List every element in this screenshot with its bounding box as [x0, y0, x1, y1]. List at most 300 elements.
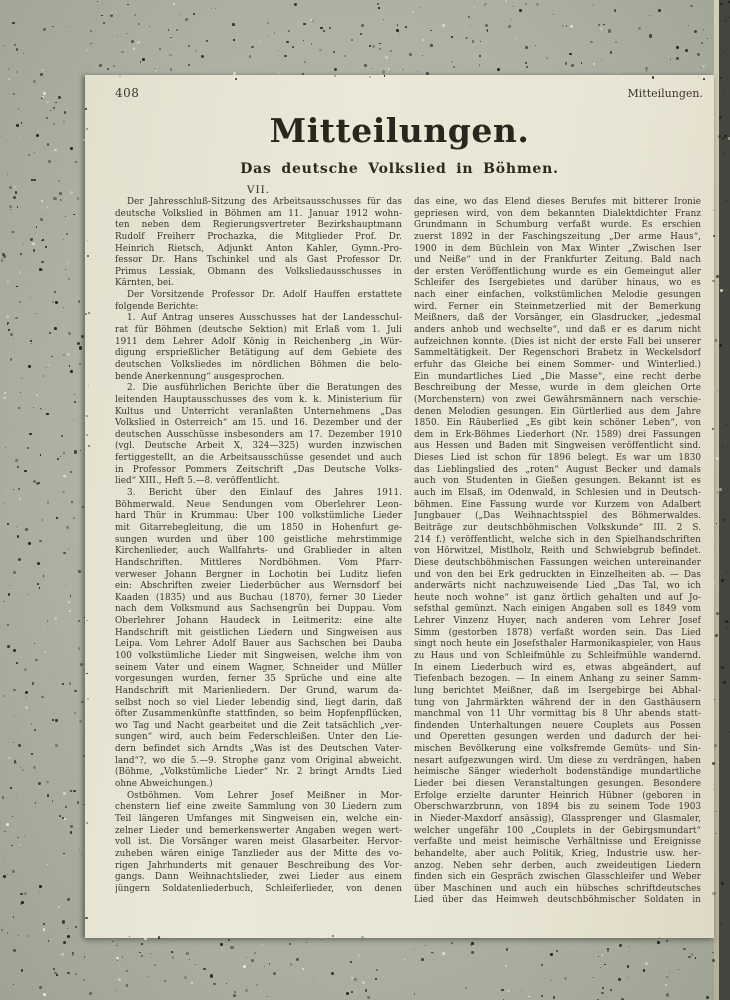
speckle	[378, 7, 379, 8]
speckle	[604, 964, 606, 966]
speckle	[21, 378, 23, 380]
speckle	[451, 942, 453, 944]
speckle	[8, 78, 10, 80]
speckle	[142, 58, 145, 61]
speckle	[12, 816, 13, 817]
speckle	[691, 953, 694, 956]
text-line: Beiträge zur deutschböhmischen Volkskunde“ III. 2 S.	[414, 522, 701, 533]
text-line: Rudolf Freiherr Prochazka, die Mitglieder Prof. Dr.	[115, 231, 402, 242]
speckle	[430, 30, 432, 32]
speckle	[7, 932, 8, 933]
text-line: Der Vorsitzende Professor Dr. Adolf Hauffen erstattete	[127, 290, 402, 301]
speckle	[72, 952, 74, 954]
speckle	[13, 93, 15, 95]
text-line: seinem Vater und einem Wagner, Schneider und Müller	[115, 662, 402, 673]
speckle	[210, 974, 213, 977]
speckle	[484, 4, 485, 5]
speckle	[267, 36, 268, 37]
speckle	[376, 969, 378, 971]
speckle	[63, 941, 66, 944]
speckle	[13, 949, 16, 952]
text-line: das eine, wo das Elend dieses Berufes mit bitterer Ironie	[414, 197, 701, 207]
speckle	[78, 647, 81, 650]
speckle	[39, 540, 41, 542]
text-line: heute noch wohne“ ist ganz örtlich gehalten und auf Jo-	[414, 592, 701, 603]
speckle	[63, 239, 64, 240]
speckle	[262, 944, 263, 945]
speckle	[535, 45, 536, 46]
speckle	[43, 92, 46, 95]
speckle	[67, 898, 70, 901]
text-line: leitenden Hauptausschusses des vom k. k. Ministerium für	[115, 394, 402, 405]
speckle	[269, 963, 271, 965]
speckle	[65, 269, 66, 270]
text-line: wo Tag und Nacht gearbeitet und die Zeit tatsächlich „ver-	[115, 720, 402, 731]
text-line: Teil längeren Umfanges mit Singweisen ein, welche ein-	[115, 813, 402, 824]
text-line: dem in Erk-Böhmes Liederhort (Nr. 1589) drei Fassungen	[414, 429, 701, 440]
speckle	[550, 953, 553, 956]
speckle	[28, 542, 31, 545]
speckle	[55, 102, 56, 103]
speckle	[485, 24, 488, 27]
speckle	[69, 610, 71, 612]
speckle	[141, 955, 143, 957]
speckle	[68, 548, 69, 549]
speckle	[20, 767, 21, 768]
text-line: bende Anerkennung“ ausgesprochen.	[115, 371, 285, 382]
speckle	[25, 691, 28, 694]
column-right	[414, 197, 701, 907]
speckle	[59, 192, 62, 195]
speckle	[409, 53, 411, 55]
text-line: Diese deutschböhmischen Fassungen weichen untereinander	[414, 557, 701, 568]
speckle	[18, 488, 20, 490]
speckle	[451, 61, 453, 63]
speckle	[52, 719, 54, 721]
speckle	[70, 370, 73, 373]
speckle	[344, 55, 346, 57]
speckle	[116, 957, 119, 960]
text-line: das Lieblingslied des „roten“ August Becker und damals	[414, 464, 701, 475]
speckle	[375, 978, 377, 980]
speckle	[13, 186, 15, 188]
speckle	[358, 954, 361, 957]
speckle	[23, 53, 24, 54]
speckle	[526, 66, 528, 68]
speckle	[51, 356, 53, 358]
speckle	[7, 874, 8, 875]
speckle	[600, 967, 601, 968]
speckle	[501, 989, 503, 991]
speckle	[553, 996, 555, 998]
speckle	[81, 335, 84, 338]
speckle	[54, 972, 56, 974]
text-line: nach dem Volksmund aus Sachsengrün bei Duppau. Vom	[115, 604, 402, 615]
paragraph	[115, 290, 402, 313]
speckle	[46, 101, 48, 103]
speckle	[64, 818, 66, 820]
speckle	[112, 941, 113, 942]
speckle	[63, 792, 66, 795]
speckle	[350, 961, 351, 962]
speckle	[590, 41, 592, 43]
speckle	[74, 712, 76, 714]
speckle	[41, 269, 43, 271]
speckle	[73, 517, 75, 519]
text-line: wird. Ferner ein Steinmetzerlied mit der Bemerkung	[414, 301, 701, 312]
speckle	[425, 945, 426, 946]
text-line: nach einer einfachen, volkstümlichen Melodie gesungen	[414, 290, 701, 301]
speckle	[608, 29, 611, 32]
text-line: Dieses Lied ist schon für 1896 belegt. Es war um 1830	[414, 453, 701, 464]
speckle	[1, 136, 2, 137]
speckle	[131, 40, 134, 43]
speckle	[49, 332, 51, 334]
speckle	[77, 342, 80, 345]
speckle	[46, 367, 47, 368]
speckle	[40, 73, 43, 76]
speckle	[79, 363, 81, 365]
speckle	[164, 980, 166, 982]
speckle	[13, 742, 14, 743]
speckle	[506, 948, 508, 950]
speckle	[47, 794, 50, 797]
speckle	[70, 790, 72, 792]
speckle	[54, 677, 55, 678]
text-line: Heinrich Rietsch, Adjunkt Anton Kahler, Gymn.-Pro-	[115, 243, 402, 254]
speckle	[334, 68, 337, 71]
speckle	[15, 459, 18, 462]
text-line: Ostböhmen. Vom Lehrer Josef Meißner in Mor-	[127, 790, 402, 801]
text-line: der ersten Veröffentlichung wurde es ein Gemeingut aller	[414, 266, 701, 277]
speckle	[246, 957, 247, 958]
speckle	[55, 744, 58, 747]
speckle	[75, 161, 77, 163]
speckle	[562, 25, 564, 27]
speckle	[3, 601, 4, 602]
speckle	[58, 96, 61, 99]
text-line: ohne Abweichungen.)	[115, 779, 213, 790]
speckle	[74, 450, 77, 453]
speckle	[15, 317, 18, 320]
speckle	[666, 940, 668, 942]
speckle	[593, 4, 594, 5]
text-line: Simm (gestorben 1878) verfaßt worden sein. Das Lied	[414, 627, 701, 638]
text-line: sungen“ wird, auch beim Federschleißen. Unter den Lie-	[115, 732, 402, 743]
speckle	[479, 64, 481, 66]
speckle	[211, 8, 212, 9]
speckle	[47, 206, 48, 207]
speckle	[296, 958, 299, 961]
speckle	[47, 864, 48, 865]
speckle	[600, 27, 603, 30]
speckle	[33, 407, 34, 408]
speckle	[695, 957, 696, 958]
speckle	[13, 984, 14, 985]
speckle	[9, 205, 12, 208]
text-line: 1900 in dem Büchlein von Max Winter „Zwischen Iser	[414, 243, 701, 254]
speckle	[685, 49, 688, 52]
speckle	[14, 762, 16, 764]
speckle	[603, 24, 605, 26]
speckle	[53, 968, 55, 970]
speckle	[79, 849, 80, 850]
speckle	[20, 392, 21, 393]
speckle	[313, 978, 314, 979]
speckle	[65, 806, 67, 808]
speckle	[134, 14, 136, 16]
speckle	[63, 853, 65, 855]
speckle	[8, 329, 10, 331]
text-line: rigen Jahrhunderts mit genauer Beschreibung des Vor-	[115, 860, 402, 871]
speckle	[676, 46, 679, 49]
speckle	[16, 124, 19, 127]
text-line: hard Thür in Krummau: Über 100 volkstümliche Lieder	[115, 511, 402, 522]
speckle	[16, 286, 18, 288]
text-line: über Maschinen und auch ein hübsches schriftdeutsches	[414, 883, 701, 894]
speckle	[243, 39, 244, 40]
speckle	[390, 50, 392, 52]
speckle	[564, 977, 567, 980]
speckle	[47, 143, 49, 145]
speckle	[188, 64, 190, 66]
speckle	[465, 37, 467, 39]
text-line: tung von Jahrmärkten während der in den Gasthäusern	[414, 697, 701, 708]
speckle	[333, 51, 335, 53]
speckle	[169, 54, 172, 57]
speckle	[113, 65, 115, 67]
speckle	[665, 984, 667, 986]
speckle	[62, 491, 65, 494]
text-line: behandelte, aber auch Politik, Krieg, Industrie usw. her-	[414, 848, 701, 859]
speckle	[431, 952, 433, 954]
speckle	[702, 65, 705, 68]
speckle	[658, 9, 661, 12]
speckle	[442, 952, 445, 955]
speckle	[16, 48, 18, 50]
speckle	[267, 996, 268, 997]
speckle	[43, 575, 45, 577]
speckle	[20, 136, 21, 137]
speckle	[361, 24, 364, 27]
text-line: Handschrift mit geistlichen Liedern und Singweisen aus	[115, 627, 402, 638]
speckle	[70, 471, 72, 473]
speckle	[17, 206, 18, 207]
speckle	[21, 901, 24, 904]
speckle	[203, 968, 206, 971]
speckle	[19, 498, 21, 500]
speckle	[42, 69, 44, 71]
speckle	[75, 973, 77, 975]
speckle	[2, 796, 5, 799]
speckle	[487, 30, 488, 31]
speckle	[62, 920, 65, 923]
text-line: zuerst 1892 in der Faschingszeitung „Der arme Haus“,	[414, 231, 701, 242]
page-title: Mitteilungen.	[269, 111, 530, 150]
speckle	[58, 906, 60, 908]
speckle	[15, 191, 17, 193]
text-line: Kärnten, bei.	[115, 278, 174, 289]
speckle	[354, 978, 357, 981]
speckle	[7, 324, 8, 325]
speckle	[17, 837, 19, 839]
speckle	[180, 14, 181, 15]
speckle	[74, 394, 75, 395]
speckle	[31, 723, 33, 725]
speckle	[666, 993, 669, 996]
text-line: Primus Lessiak, Obmann des Volksliedausschusses in	[115, 266, 402, 277]
speckle	[508, 25, 511, 28]
speckle	[694, 30, 697, 33]
speckle	[81, 854, 82, 855]
speckle	[61, 435, 63, 437]
speckle	[19, 301, 21, 303]
speckle	[11, 845, 12, 846]
speckle	[470, 944, 472, 946]
text-line: Volkslied in Österreich“ am 15. und 16. Dezember und der	[115, 418, 402, 429]
speckle	[243, 965, 246, 968]
text-line: rat für Böhmen (deutsche Sektion) mit Erlaß vom 1. Juli	[115, 325, 402, 336]
speckle	[81, 701, 84, 704]
speckle	[10, 333, 13, 336]
speckle	[312, 20, 314, 22]
speckle	[480, 41, 481, 42]
speckle	[707, 38, 708, 39]
speckle	[27, 447, 29, 449]
speckle	[12, 22, 15, 25]
text-line: 100 volkstümliche Lieder mit Singweisen, welche ihm von	[115, 650, 402, 661]
speckle	[84, 956, 85, 957]
speckle	[1, 929, 3, 931]
speckle	[69, 26, 70, 27]
speckle	[116, 945, 117, 946]
speckle	[3, 875, 6, 878]
speckle	[593, 63, 595, 65]
speckle	[42, 375, 44, 377]
text-line: anderwärts nicht nachzuweisende Lied „Das Tal, wo ich	[414, 581, 701, 592]
speckle	[286, 41, 288, 43]
speckle	[52, 301, 54, 303]
text-line: Leipa. Vom Lehrer Adolf Bauer aus Sachschen bei Dauba	[115, 639, 402, 650]
speckle	[7, 322, 9, 324]
speckle	[30, 238, 33, 241]
speckle	[79, 720, 82, 723]
speckle	[149, 26, 150, 27]
speckle	[396, 29, 399, 32]
section-heading: VII.	[246, 184, 271, 196]
speckle	[414, 949, 415, 950]
speckle	[80, 450, 81, 451]
speckle	[14, 716, 16, 718]
speckle	[4, 831, 5, 832]
speckle	[405, 26, 407, 28]
speckle	[4, 392, 6, 394]
speckle	[46, 117, 47, 118]
speckle	[556, 950, 558, 952]
speckle	[68, 601, 70, 603]
speckle	[62, 817, 64, 819]
speckle	[3, 255, 6, 258]
speckle	[52, 800, 53, 801]
text-line: zuheben wären einige Tanzlieder aus der Mitte des vo-	[115, 848, 402, 859]
speckle	[77, 801, 80, 804]
speckle	[649, 34, 652, 37]
speckle	[29, 433, 31, 435]
speckle	[68, 262, 69, 263]
speckle	[41, 634, 42, 635]
speckle	[17, 535, 20, 538]
speckle	[80, 663, 83, 666]
text-line: Oberschwarzbrunn, von 1894 bis zu seinem Tode 1903	[414, 802, 701, 813]
scan-edge-dark-strip	[719, 0, 730, 1000]
speckle	[66, 233, 68, 235]
speckle	[30, 340, 32, 342]
speckle	[232, 23, 235, 26]
speckle	[170, 68, 173, 71]
speckle	[581, 62, 583, 64]
speckle	[48, 940, 49, 941]
speckle	[67, 353, 69, 355]
speckle	[4, 695, 6, 697]
text-line: mit Gitarrebegleitung, die um 1850 in Hohenfurt ge-	[115, 522, 402, 533]
text-line: gangs. Dann Weihnachtslieder, zwei Lieder aus einem	[115, 872, 402, 883]
speckle	[68, 332, 71, 335]
text-line: Böhmerwald. Neue Sendungen vom Oberlehrer Leon-	[115, 499, 402, 510]
speckle	[421, 958, 424, 961]
speckle	[66, 526, 69, 529]
speckle	[28, 594, 29, 595]
speckle	[61, 953, 64, 956]
text-line: voll ist. Die Vorsänger waren meist Glasarbeiter. Hervor-	[115, 837, 402, 848]
text-line: findenden Unterhaltungen neuere Couplets aus Possen	[414, 720, 701, 731]
speckle	[35, 313, 37, 315]
speckle	[27, 935, 29, 937]
speckle	[569, 53, 572, 56]
speckle	[150, 953, 152, 955]
speckle	[23, 243, 24, 244]
speckle	[137, 41, 140, 44]
speckle	[65, 585, 66, 586]
speckle	[52, 308, 53, 309]
speckle	[19, 271, 21, 273]
speckle	[171, 951, 173, 953]
speckle	[43, 993, 46, 996]
speckle	[505, 965, 507, 967]
page-subtitle: Das deutsche Volkslied in Böhmen.	[240, 161, 559, 177]
speckle	[39, 587, 40, 588]
speckle	[154, 68, 156, 70]
speckle	[245, 989, 248, 992]
speckle	[292, 46, 294, 48]
speckle	[30, 297, 31, 298]
speckle	[593, 977, 595, 979]
speckle	[189, 38, 190, 39]
text-line: Grundmann in Schumburg verfaßt wurde. Es erschien	[414, 220, 701, 231]
speckle	[42, 239, 43, 240]
text-line: 3. Bericht über den Einlauf des Jahres 1911.	[127, 488, 402, 499]
speckle	[110, 14, 113, 17]
speckle	[525, 3, 527, 5]
speckle	[331, 972, 334, 975]
speckle	[50, 110, 51, 111]
speckle	[138, 23, 140, 25]
speckle	[471, 942, 473, 944]
speckle	[528, 996, 530, 998]
speckle	[479, 55, 481, 57]
text-line: Ein mundartliches Lied „Die Masse“, eine recht derbe	[414, 371, 701, 382]
text-line: Erfolge erzielte darunter Heinrich Hübner (geboren in	[414, 790, 701, 801]
speckle	[139, 952, 140, 953]
